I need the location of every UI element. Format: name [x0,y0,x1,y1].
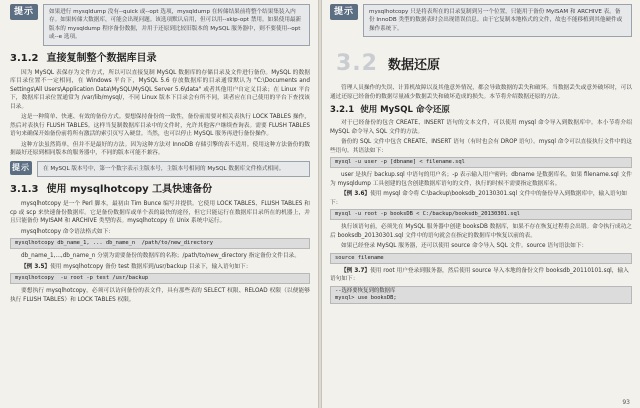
tip-text: mysqlhotcopy 只是将表所在的目录复制到另一个位置，只能用于备份 MyISAM 和 ARCHIVE 表。备份 InnoDB 类型的数据表时会出现错误信息。由于它复制本地格式的文件，故也不能移植到其他硬件或操作系统下。 [363,4,632,37]
tip-badge: 提示 [330,4,358,20]
right-page [322,0,640,408]
section-heading-3-2-1 [330,105,632,116]
code-block [330,286,632,304]
paragraph: mysqlhotcopy 是一个 Perl 脚本，最初由 Tim Bunce 编写并提供。它使用 LOCK TABLES、FLUSH TABLES 和 cp 或 scp 来快速备份数据库。它是备份数据库或单个表的最快的途径，但它只能运行在数据库目录所在的机器上，并且只能备份 MyISAM 和 ARCHIVE 类型的表。mysqlhotcopy 在 Unix 系统中运行。 [10,201,310,225]
code-line: --选择要恢复到的数据库 [335,287,396,294]
example-label: 【例 3.7】 [341,267,371,274]
paragraph: user 是执行 backup.sql 中语句的用户名；-p 表示输入用户密码；dbname 是数据库名。如果 filename.sql 文件为 mysqldump 工具创建的包含创建数据库语句的文件，执行的时候不需要指定数据库名。 [330,172,632,187]
section-title: 使用 MySQL 命令还原 [360,105,450,116]
example-paragraph [330,267,632,284]
tip-badge: 提示 [10,4,38,20]
example-text: 使用 root 用户登录到服务器，然后使用 source 导入本地的备份文件 booksdb_20110101.sql，输入语句如下： [330,267,629,283]
paragraph: 这种方法虽然简单，但并不是最好的方法。因为这种方法对 InnoDB 存储引擎的表不适用。使用这种方法备份的数据最好还原到相同版本的服务器中，不同的版本可能不兼容。 [10,141,310,157]
example-label: 【例 3.5】 [21,263,51,270]
section-heading-3-1-3 [10,183,310,196]
example-paragraph [330,190,632,207]
section-title: 直接复制整个数据库目录 [46,52,157,64]
tip-block [10,161,310,177]
section-number: 3.1.3 [10,184,39,196]
code-block: mysql -u user -p [dbname] < filename.sql [330,157,632,168]
paragraph: 如果已经登录 MySQL 服务器，还可以使用 source 命令导入 SQL 文件。source 语句语法如下： [341,243,588,250]
paragraph: 因为 MySQL 表保存为文件方式，所以可以直接复制 MySQL 数据库的存储目录及文件进行备份。MySQL 的数据库目录位置不一定相同，在 Windows 平台下，MySQL 5.6 存放数据库的目录通常默认为 "C:\Documents and Settings\All Users\Application Data\MySQL\MySQL Server 5.6\data" 或者其他用户自定义目录；在 Linux 平台下，数据库目录位置通常为 /var/lib/mysql/，不同 Linux 版本下目录会有所不同，读者应在自己使用的平台下查找该目录。 [10,69,310,110]
chapter-title: 数据还原 [387,58,440,74]
tip-block [330,4,632,37]
paragraph: 要想执行 mysqlhotcopy，必须可以访问备份的表文件，具有那些表的 SELECT 权限、RELOAD 权限（以便能够执行 FLUSH TABLES）和 LOCK TABLES 权限。 [10,288,310,303]
paragraph: 备份的 SQL 文件中包含 CREATE、INSERT 语句（有时也会有 DROP 语句）。mysql 命令可以直接执行文件中的这些语句。其语法如下： [330,139,632,154]
tip-badge: 提示 [10,161,32,175]
chapter-heading [336,51,632,76]
example-paragraph [10,263,310,272]
example-text: 使用 mysqlhotcopy 备份 test 数据库到/usr/backup 目录下，输入语句如下： [50,263,252,270]
paragraph: 对于已经备份的包含 CREATE、INSERT 语句的文本文件，可以使用 mysql 命令导入到数据库中。本小节将介绍 MySQL 命令导入 SQL 文件的方法。 [330,120,632,135]
page-number: 93 [622,399,630,406]
paragraph: 执行该语句前，必须先在 MySQL 服务器中创建 booksDB 数据库，如果不存在恢复过程将会出错。命令执行成功之后 booksdb_20130301.sql 文件中的语句就会在指定的数据库中恢复以前的表。 [330,224,632,239]
chapter-number: 3.2 [336,51,378,77]
section-heading-3-1-2 [10,52,310,65]
example-label: 【例 3.6】 [341,191,371,198]
left-page [0,0,318,408]
tip-text: 如果进行 mysqldump 没有--quick 或--opt 选项，mysqldump 在转储结果前将整个结果集装入内存。如果转储大数据库，可能会出现问题。该选项默认启用，但可以用--skip-opt 禁用。如果使用最新版本的 mysqldump 程序备份数据，并用于还原到比较旧版本的 MySQL 服务器中，则不要使用--opt 或--e 选项。 [43,4,310,46]
section-title: 使用 mysqlhotcopy 工具快速备份 [46,184,213,196]
code-block: source filename [330,253,632,264]
code-block: mysql -u root -p booksDB < C:/backup/booksdb_20130301.sql [330,209,632,220]
paragraph: db_name_1,...,db_name_n 分别为需要备份的数据库的名称；/path/to/new_directory 指定备份文件目录。 [21,253,300,260]
section-number: 3.1.2 [10,52,39,64]
paragraph: mysqlhotcopy 命令语法格式如下： [21,228,114,235]
code-line: mysql> use booksDB; [335,294,397,301]
paragraph: 这是一种简单、快速、有效的备份方式。要想保持备份的一致性，备份前需要对相关表执行 LOCK TABLES 操作，然后对表执行 FLUSH TABLES。这样当复制数据库目录中的文件时，允许其他客户继续查询表。需要 FLUSH TABLES 语句来确保开始备份前将所有激活的索引页写入硬盘。当然，也可以停止 MySQL 服务再进行备份操作。 [10,114,310,138]
code-block: mysqlhotcopy db_name_1, ... db_name_n /path/to/new_directory [10,238,310,249]
tip-text: 在 MySQL 版本号中，第一个数字表示主版本号，主版本号相同的 MySQL 数据库文件格式相同。 [37,161,310,177]
code-block: mysqlhotcopy -u root -p test /usr/backup [10,273,310,284]
tip-block [10,4,310,46]
example-text: 使用 mysql 命令将 C:\backup\booksdb_20130301.sql 文件中的备份导入到数据库中，输入语句如下： [330,191,627,206]
paragraph: 管理人员操作的失误、计算机故障以及其他意外情况，都会导致数据的丢失和破坏。当数据丢失或意外破坏时，可以通过还原已经备份的数据尽量减少数据丢失和破坏造成的损失。本节将介绍数据还原的方法。 [330,85,632,100]
section-number: 3.2.1 [330,105,355,116]
